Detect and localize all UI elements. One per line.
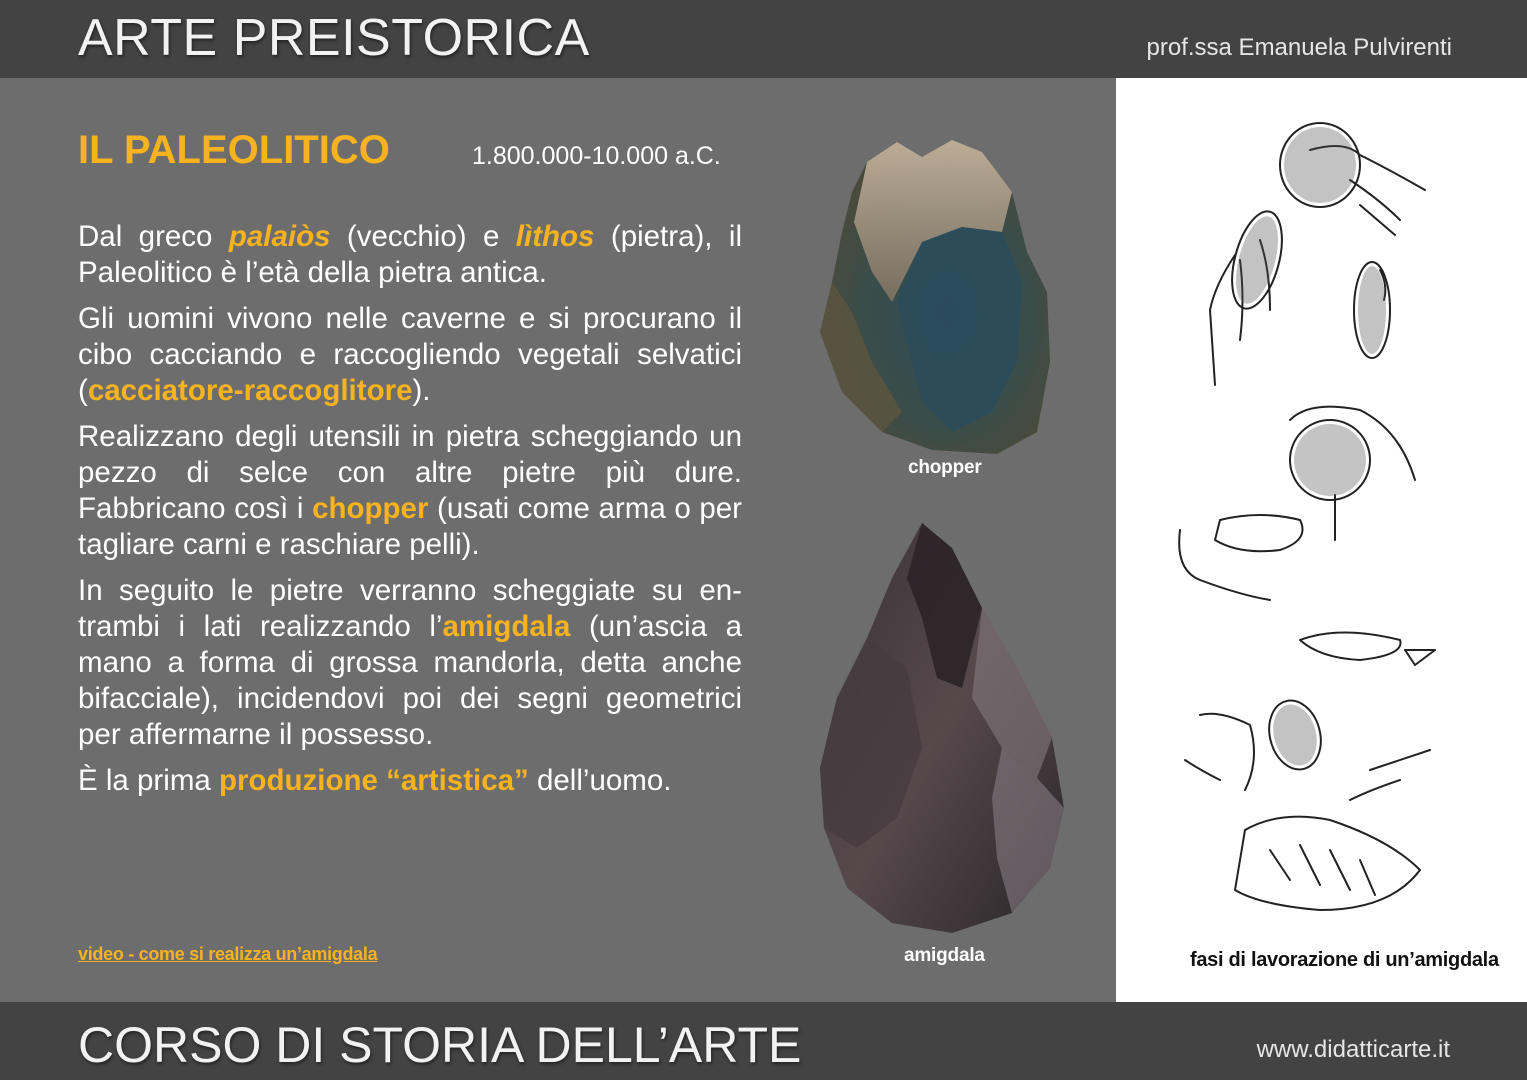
phases-caption: fasi di lavorazione di un’amigdala — [1190, 949, 1499, 971]
amigdala-phases-drawing — [1160, 110, 1480, 930]
highlight-palaios: palaiòs — [228, 220, 331, 253]
author-name: prof.ssa Emanuela Pulvirenti — [1146, 34, 1452, 61]
text-run: Dal greco — [78, 220, 229, 253]
footer-bar — [0, 1002, 1527, 1080]
text-run: Realizzano degli utensili in pietra scheggiando un pezzo di selce con altre pietre più dure. Fabbricano così i — [78, 420, 742, 525]
chopper-caption: chopper — [908, 457, 982, 478]
section-title: IL PALEOLITICO — [78, 128, 390, 172]
paragraph-1 — [78, 219, 742, 291]
text-run: In seguito le pietre verranno scheggiate su entrambi i lati realizzando l’ — [78, 574, 742, 643]
text-run: Gli uomini vivono nelle caverne e si procurano il cibo cacciando e raccogliendo vegetali selvatici ( — [78, 302, 742, 407]
video-link[interactable]: video - come si realizza un’amigdala — [78, 944, 378, 964]
paragraph-3 — [78, 419, 742, 563]
paragraph-2 — [78, 301, 742, 409]
highlight-produzione-artistica: produzione “artistica” — [219, 764, 529, 797]
text-run: dell’uomo. — [528, 764, 672, 797]
header-bar — [0, 0, 1527, 78]
text-run: ). — [412, 374, 431, 407]
text-run: È la prima — [78, 764, 219, 797]
text-run: (pietra), il Paleolitico è l’età della pietra antica. — [78, 220, 743, 289]
section-dates: 1.800.000-10.000 a.C. — [472, 142, 721, 170]
text-run: (vecchio) e — [330, 220, 516, 253]
highlight-cacciatore-raccoglitore: cacciatore-raccoglitore — [87, 374, 413, 407]
highlight-amigdala: amigdala — [442, 610, 571, 643]
paragraph-5 — [78, 763, 742, 799]
highlight-chopper: chopper — [312, 492, 429, 525]
text-run: (usati come arma o per tagliare carni e raschiare pelli). — [78, 492, 742, 561]
course-title: CORSO DI STORIA DELL’ARTE — [78, 1017, 802, 1073]
highlight-lithos: lìthos — [515, 220, 595, 253]
text-run: (un’ascia a mano a forma di grossa mandorla, detta anche bifacciale), incidendovi poi dei segni geometrici per affermarne il possesso. — [78, 610, 742, 751]
header-title: ARTE PREISTORICA — [78, 9, 590, 67]
body-text — [78, 219, 742, 809]
amigdala-stone-image — [812, 518, 1072, 938]
amigdala-caption: amigdala — [904, 945, 985, 966]
paragraph-4 — [78, 573, 742, 753]
chopper-stone-image — [812, 132, 1062, 460]
website-link[interactable]: www.didatticarte.it — [1256, 1036, 1450, 1063]
